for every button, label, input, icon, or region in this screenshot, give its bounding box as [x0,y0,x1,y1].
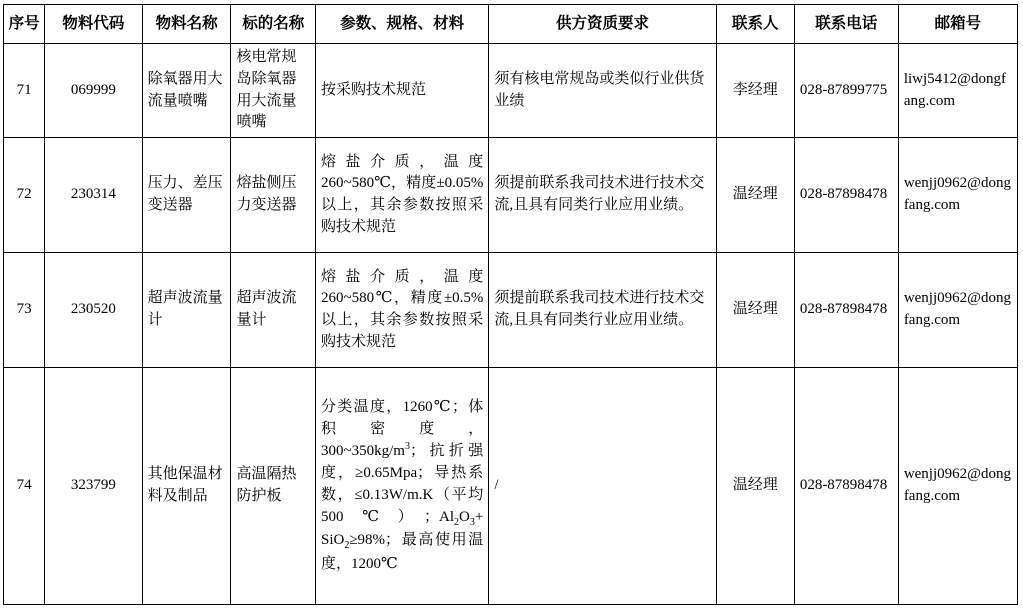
cell-material-code: 323799 [45,368,143,605]
cell-material-name: 超声波流量计 [142,253,231,368]
cell-serial-no: 72 [4,138,45,253]
cell-email: wenjj0962@dongfang.com [898,253,1017,368]
cell-target-name: 熔盐侧压力变送器 [231,138,316,253]
table-header-row [4,5,1018,44]
param-text-segment: O [459,508,470,525]
cell-material-name: 其他保温材料及制品 [142,368,231,605]
cell-supplier-qualification: 须提前联系我司技术进行技术交流,且具有同类行业应用业绩。 [489,253,717,368]
cell-material-name: 除氧器用大流量喷嘴 [142,44,231,138]
header-contact-person: 联系人 [716,5,794,44]
cell-parameters: 熔盐介质，温度260~580℃，精度±0.5%以上，其余参数按照采购技术规范 [315,253,488,368]
table-row [4,368,1018,605]
cell-email: liwj5412@dongfang.com [898,44,1017,138]
header-target-name: 标的名称 [231,5,316,44]
cell-contact-person: 李经理 [716,44,794,138]
cell-parameters: 按采购技术规范 [315,44,488,138]
cell-contact-phone: 028-87898478 [794,253,898,368]
cell-contact-person: 温经理 [716,138,794,253]
param-text-segment: 分类温度，1260℃；体积密度，300~350kg/m [320,398,484,460]
cell-parameters: 熔盐介质，温度260~580℃，精度±0.05%以上，其余参数按照采购技术规范 [315,138,488,253]
cell-email: wenjj0962@dongfang.com [898,368,1017,605]
param-subscript: 2 [344,540,350,551]
header-material-name: 物料名称 [142,5,231,44]
cell-contact-person: 温经理 [716,253,794,368]
cell-email: wenjj0962@dongfang.com [898,138,1017,253]
param-text-segment: ≥98%；最高使用温度，1200℃ [320,532,484,572]
cell-material-code: 230520 [45,253,143,368]
cell-material-code: 230314 [45,138,143,253]
header-email: 邮箱号 [898,5,1017,44]
cell-supplier-qualification: / [489,368,717,605]
header-contact-phone: 联系电话 [794,5,898,44]
table-row [4,253,1018,368]
param-text-segment: + SiO [320,508,484,548]
cell-material-name: 压力、差压变送器 [142,138,231,253]
cell-serial-no: 71 [4,44,45,138]
table-row [4,138,1018,253]
param-superscript: 3 [404,441,410,453]
header-supplier-qualification: 供方资质要求 [489,5,717,44]
cell-target-name: 超声波流量计 [231,253,316,368]
cell-contact-phone: 028-87898478 [794,368,898,605]
cell-serial-no: 74 [4,368,45,605]
header-serial-no: 序号 [4,5,45,44]
param-text-segment: ；抗折强度，≥0.65Mpa；导热系数，≤0.13W/m.K（平均500℃）；Al [320,443,484,525]
param-subscript: 2 [454,516,459,528]
cell-parameters [315,368,488,605]
cell-supplier-qualification: 须有核电常规岛或类似行业供货业绩 [489,44,717,138]
header-material-code: 物料代码 [45,5,143,44]
table-row [4,44,1018,138]
material-spec-table [3,4,1018,605]
cell-target-name: 核电常规岛除氧器用大流量喷嘴 [231,44,316,138]
cell-contact-phone: 028-87898478 [794,138,898,253]
cell-supplier-qualification: 须提前联系我司技术进行技术交流,且具有同类行业应用业绩。 [489,138,717,253]
header-parameters: 参数、规格、材料 [315,5,488,44]
cell-serial-no: 73 [4,253,45,368]
param-subscript: 3 [469,516,475,528]
cell-contact-person: 温经理 [716,368,794,605]
cell-contact-phone: 028-87899775 [794,44,898,138]
cell-target-name: 高温隔热防护板 [231,368,316,605]
cell-material-code: 069999 [45,44,143,138]
